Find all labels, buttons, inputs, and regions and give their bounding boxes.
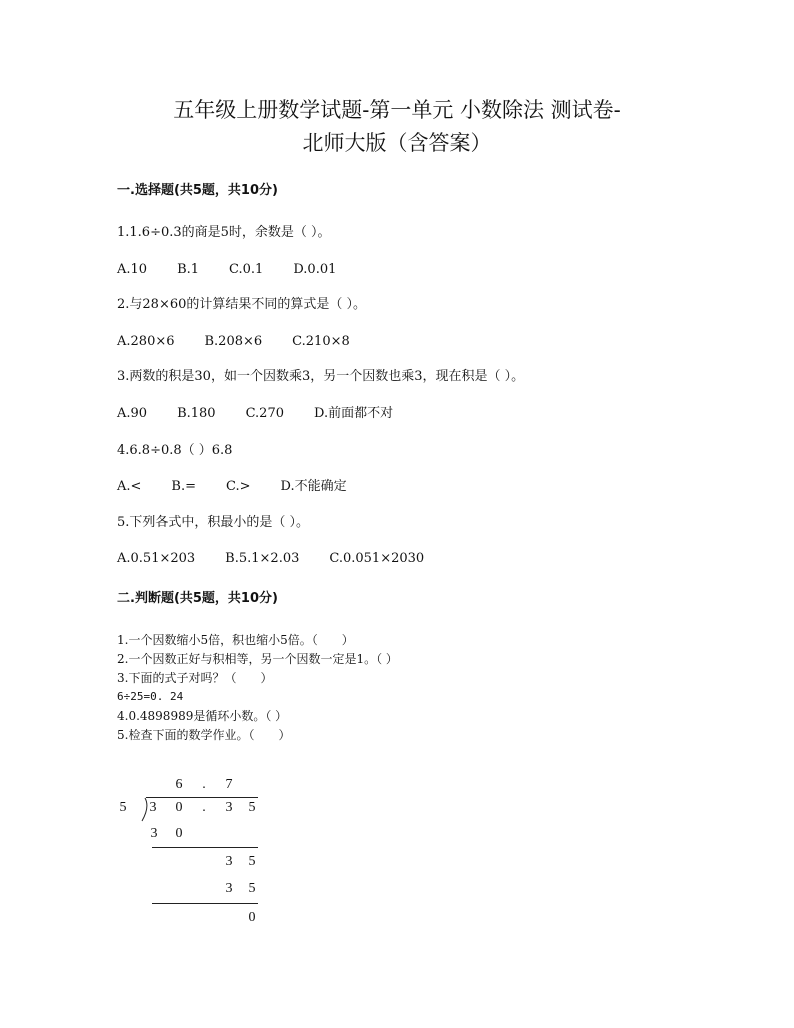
question-1-options bbox=[117, 262, 366, 278]
option: B.180 bbox=[177, 406, 216, 421]
divisor: 5 bbox=[119, 800, 127, 815]
title-line-1: 五年级上册数学试题-第一单元 小数除法 测试卷- bbox=[173, 98, 621, 122]
division-line bbox=[152, 847, 258, 848]
quotient-digit: 6 bbox=[175, 777, 183, 792]
judge-4: 4.0.4898989是循环小数。（ ） bbox=[117, 709, 288, 723]
step-digit: 5 bbox=[248, 854, 256, 869]
option: B.1 bbox=[177, 262, 200, 277]
quotient-digit: . bbox=[202, 777, 206, 792]
division-line bbox=[152, 903, 258, 904]
judge-2: 2.一个因数正好与积相等，另一个因数一定是1。（ ） bbox=[117, 652, 398, 666]
question-1: 1.1.6÷0.3的商是5时，余数是（ ）。 bbox=[117, 225, 331, 240]
judge-5: 5.检查下面的数学作业。（ ） bbox=[117, 728, 291, 742]
question-3-options bbox=[117, 406, 423, 422]
division-bar bbox=[146, 797, 258, 798]
option: B.208×6 bbox=[204, 334, 263, 349]
option: C.0.051×2030 bbox=[329, 551, 425, 566]
step-digit: 5 bbox=[248, 881, 256, 896]
judge-3-expression: 6÷25=0. 24 bbox=[117, 690, 184, 703]
title-line-2: 北师大版（含答案） bbox=[302, 131, 492, 155]
option: A.90 bbox=[117, 406, 148, 421]
option: C.> bbox=[226, 479, 251, 494]
question-3: 3.两数的积是30，如一个因数乘3，另一个因数也乘3，现在积是（ ）。 bbox=[117, 369, 525, 384]
dividend-digit: 5 bbox=[248, 800, 256, 815]
dividend-digit: . bbox=[202, 800, 206, 815]
option: D.前面都不对 bbox=[314, 406, 394, 421]
option: B.= bbox=[171, 479, 196, 494]
step-digit: 3 bbox=[150, 826, 158, 841]
step-digit: 3 bbox=[225, 881, 233, 896]
judge-3: 3.下面的式子对吗？（ ） bbox=[117, 671, 273, 685]
option: A.280×6 bbox=[117, 334, 175, 349]
judge-1: 1.一个因数缩小5倍，积也缩小5倍。（ ） bbox=[117, 633, 354, 647]
step-digit: 0 bbox=[175, 826, 183, 841]
dividend-digit: 3 bbox=[225, 800, 233, 815]
option: C.0.1 bbox=[229, 262, 264, 277]
question-2: 2.与28×60的计算结果不同的算式是（ ）。 bbox=[117, 297, 367, 312]
section-2-heading: 二.判断题(共5题，共10分) bbox=[117, 591, 278, 606]
option: C.210×8 bbox=[292, 334, 350, 349]
option: A.10 bbox=[117, 262, 148, 277]
question-4-options bbox=[117, 479, 377, 495]
quotient-digit: 7 bbox=[225, 777, 233, 792]
question-4: 4.6.8÷0.8（ ）6.8 bbox=[117, 443, 233, 458]
option: B.5.1×2.03 bbox=[225, 551, 300, 566]
option: D.0.01 bbox=[293, 262, 337, 277]
option: C.270 bbox=[245, 406, 284, 421]
option: A.< bbox=[117, 479, 142, 494]
option: A.0.51×203 bbox=[117, 551, 196, 566]
question-2-options bbox=[117, 334, 380, 350]
remainder: 0 bbox=[248, 910, 256, 925]
dividend-digit: 3 bbox=[149, 800, 157, 815]
section-1-heading: 一.选择题(共5题，共10分) bbox=[117, 183, 278, 198]
option: D.不能确定 bbox=[280, 479, 347, 494]
question-5-options bbox=[117, 551, 454, 567]
step-digit: 3 bbox=[225, 854, 233, 869]
dividend-digit: 0 bbox=[175, 800, 183, 815]
question-5: 5.下列各式中，积最小的是（ ）。 bbox=[117, 515, 310, 530]
